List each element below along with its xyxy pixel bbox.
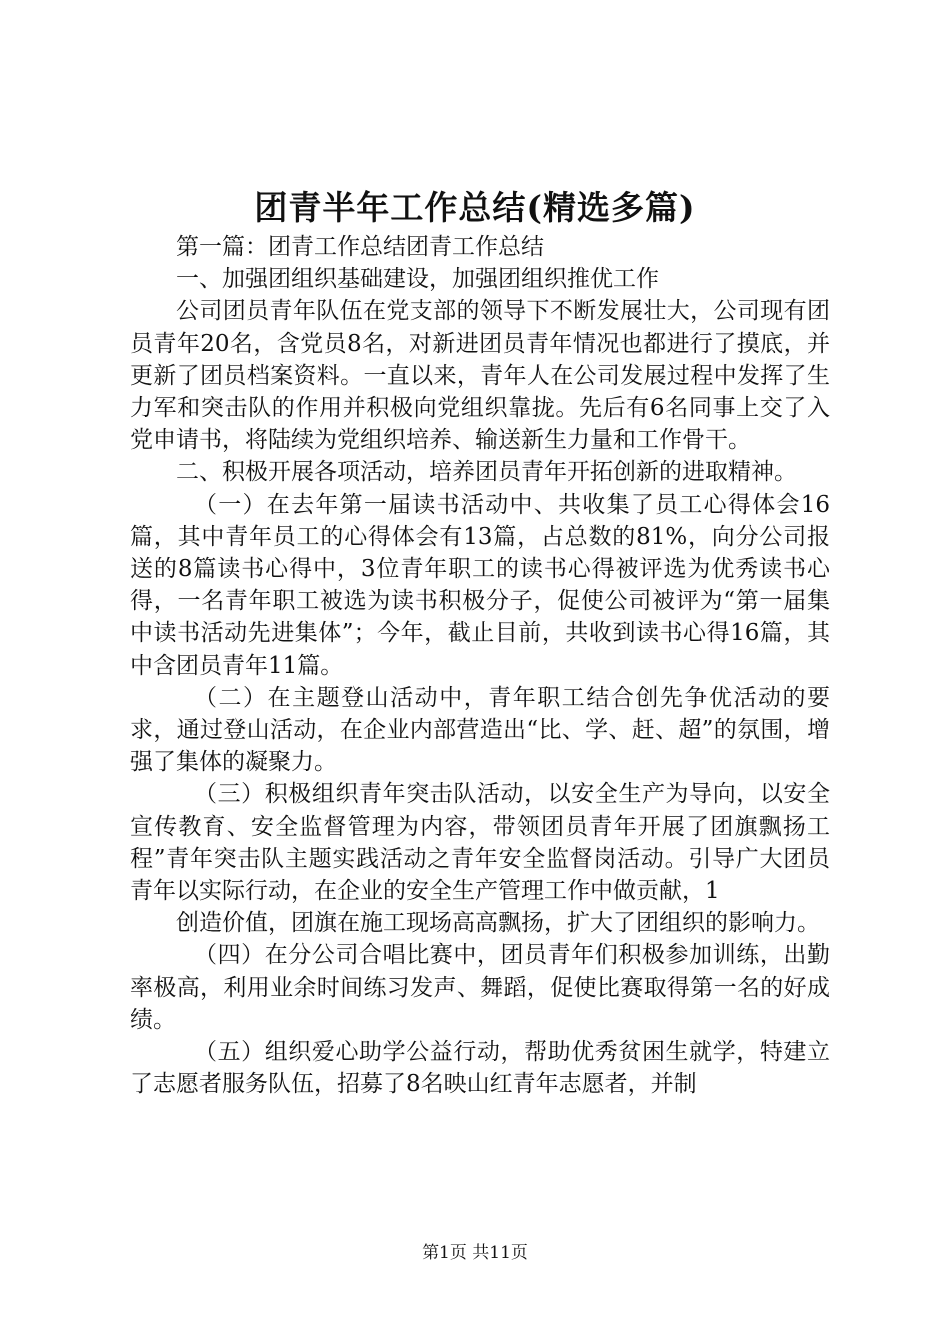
document-title: 团青半年工作总结(精选多篇) — [254, 188, 696, 227]
paragraph: 一、加强团组织基础建设，加强团组织推优工作 — [176, 266, 659, 293]
page-indicator: 第1页 共11页 — [422, 1243, 528, 1263]
paragraph: （四）在分公司合唱比赛中，团员青年们积极参加训练，出勤率极高，利用业余时间练习发声、舞蹈，促使比赛取得第一名的好成绩。 — [130, 942, 830, 1033]
paragraph: （一）在去年第一届读书活动中、共收集了员工心得体会16篇，其中青年员工的心得体会有13篇，占总数的81%，向分公司报送的8篇读书心得中，3位青年职工的读书心得被评选为优秀读书心得，一名青年职工被选为读书积极分子，促使公司被评为“第一届集中读书活动先进集体”；今年，截止目前，共收到读书心得16篇，其中含团员青年11篇。 — [130, 491, 830, 679]
paragraph: 二、积极开展各项活动，培养团员青年开拓创新的进取精神。 — [176, 459, 797, 486]
document-body — [130, 231, 830, 1100]
paragraph: （五）组织爱心助学公益行动，帮助优秀贫困生就学，特建立了志愿者服务队伍，招募了8名映山红青年志愿者，并制 — [130, 1039, 830, 1098]
paragraph: 第一篇：团青工作总结团青工作总结 — [176, 234, 544, 260]
paragraph: 公司团员青年队伍在党支部的领导下不断发展壮大，公司现有团员青年20名，含党员8名，对新进团员青年情况也都进行了摸底，并更新了团员档案资料。一直以来，青年人在公司发展过程中发挥了生力军和突击队的作用并积极向党组织靠拢。先后有6名同事上交了入党申请书，将陆续为党组织培养、输送新生力量和工作骨干。 — [130, 298, 830, 454]
paragraph: （三）积极组织青年突击队活动，以安全生产为导向，以安全宣传教育、安全监督管理为内容，带领团员青年开展了团旗飘扬工程”青年突击队主题实践活动之青年安全监督岗活动。引导广大团员青年以实际行动，在企业的安全生产管理工作中做贡献，1 — [130, 781, 830, 905]
paragraph: 创造价值，团旗在施工现场高高飘扬，扩大了团组织的影响力。 — [176, 910, 820, 937]
paragraph: （二）在主题登山活动中，青年职工结合创先争优活动的要求，通过登山活动，在企业内部营造出“比、学、赶、超”的氛围，增强了集体的凝聚力。 — [130, 684, 830, 776]
